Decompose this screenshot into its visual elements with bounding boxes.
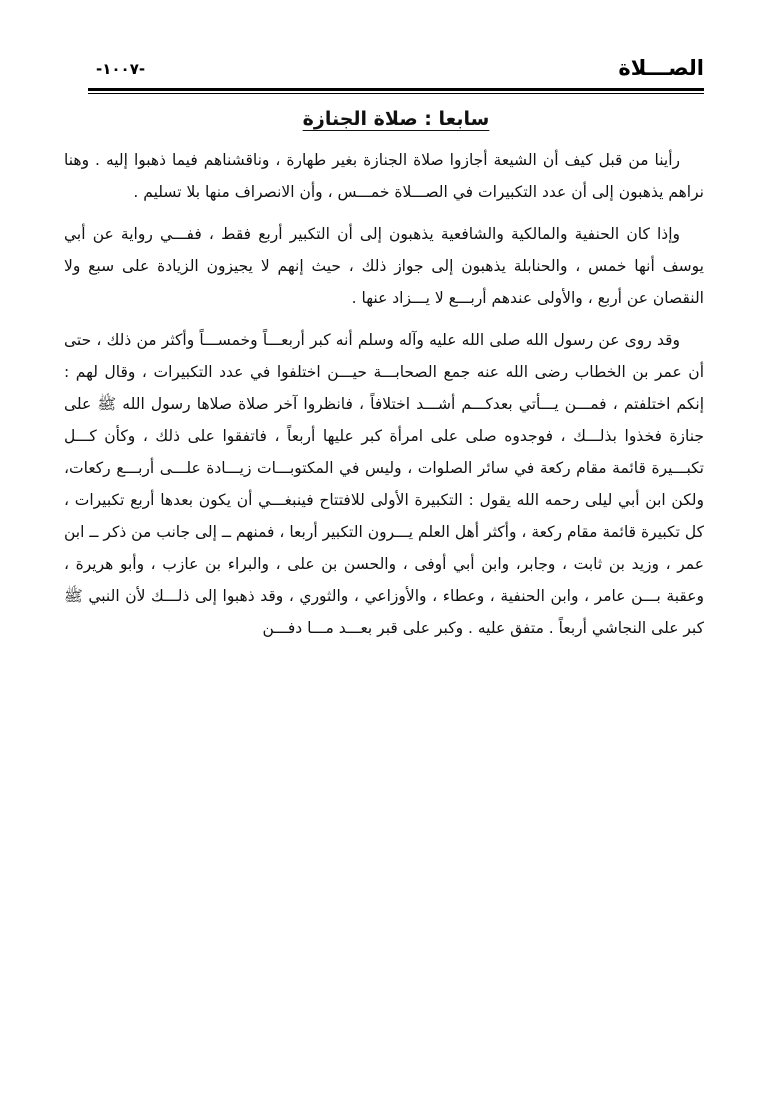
header-rule	[88, 88, 704, 91]
paragraph: وإذا كان الحنفية والمالكية والشافعية يذهبون إلى أن التكبير أربع فقط ، ففـــي رواية عن أبي يوسف أنها خمس ، والحنابلة يذهبون إلى جواز ذلك ، حيث إنهم لا يجيزون الزيادة على سبع ولا النقصان عن أربع ، والأولى عندهم أربـــع لا يـــزاد عنها .	[64, 225, 704, 307]
section-title: سابعا : صلاة الجنازة	[302, 108, 490, 130]
page-number: -١٠٠٧-	[96, 60, 146, 78]
running-header-title: الصـــلاة	[618, 56, 704, 80]
body-text	[64, 144, 704, 644]
header-rule-thin	[88, 93, 704, 94]
running-header	[88, 52, 704, 88]
paragraph: وقد روى عن رسول الله صلى الله عليه وآله وسلم أنه كبر أربعـــاً وخمســـاً وأكثر من ذلك ، حتى أن عمر بن الخطاب رضى الله عنه جمع الصحابـــة حيـــن اختلفوا في عدد التكبيرات ، وقال لهم : إنكم اختلفتم ، فمـــن يـــأتي بعدكـــم أشـــد اختلافاً ، فانظروا آخر صلاة صلاها رسول الله ﷺ على جنازة فخذوا بذلـــك ، فوجدوه صلى على امرأة كبر عليها أربعاً ، فاتفقوا على ذلك ، وكأن كـــل تكبـــيرة قائمة مقام ركعة في سائر الصلوات ، وليس في المكتوبـــات زيـــادة علـــى أربـــع ركعات، ولكن ابن أبي ليلى رحمه الله يقول : التكبيرة الأولى للافتتاح فينبغـــي أن يكون بعدها أربع تكبيرات ، كل تكبيرة قائمة مقام ركعة ، وأكثر أهل العلم يـــرون التكبير أربعا ، فمنهم ــ إلى جانب من ذكر ــ ابن عمر ، وزيد بن ثابت ، وجابر، وابن أبي أوفى ، والحسن بن على ، والبراء بن عازب ، وأبو هريرة ، وعقبة بـــن عامر ، وابن الحنفية ، وعطاء ، والأوزاعي ، والثوري ، وقد ذهبوا إلى ذلـــك لأن النبي ﷺ كبر على النجاشي أربعاً . متفق عليه . وكبر على قبر بعـــد مـــا دفـــن	[64, 331, 704, 637]
paragraph: رأينا من قبل كيف أن الشيعة أجازوا صلاة الجنازة بغير طهارة ، وناقشناهم فيما ذهبوا إليه . وهنا نراهم يذهبون إلى أن عدد التكبيرات في الصـــلاة خمـــس ، وأن الانصراف منها بلا تسليم .	[64, 151, 704, 201]
